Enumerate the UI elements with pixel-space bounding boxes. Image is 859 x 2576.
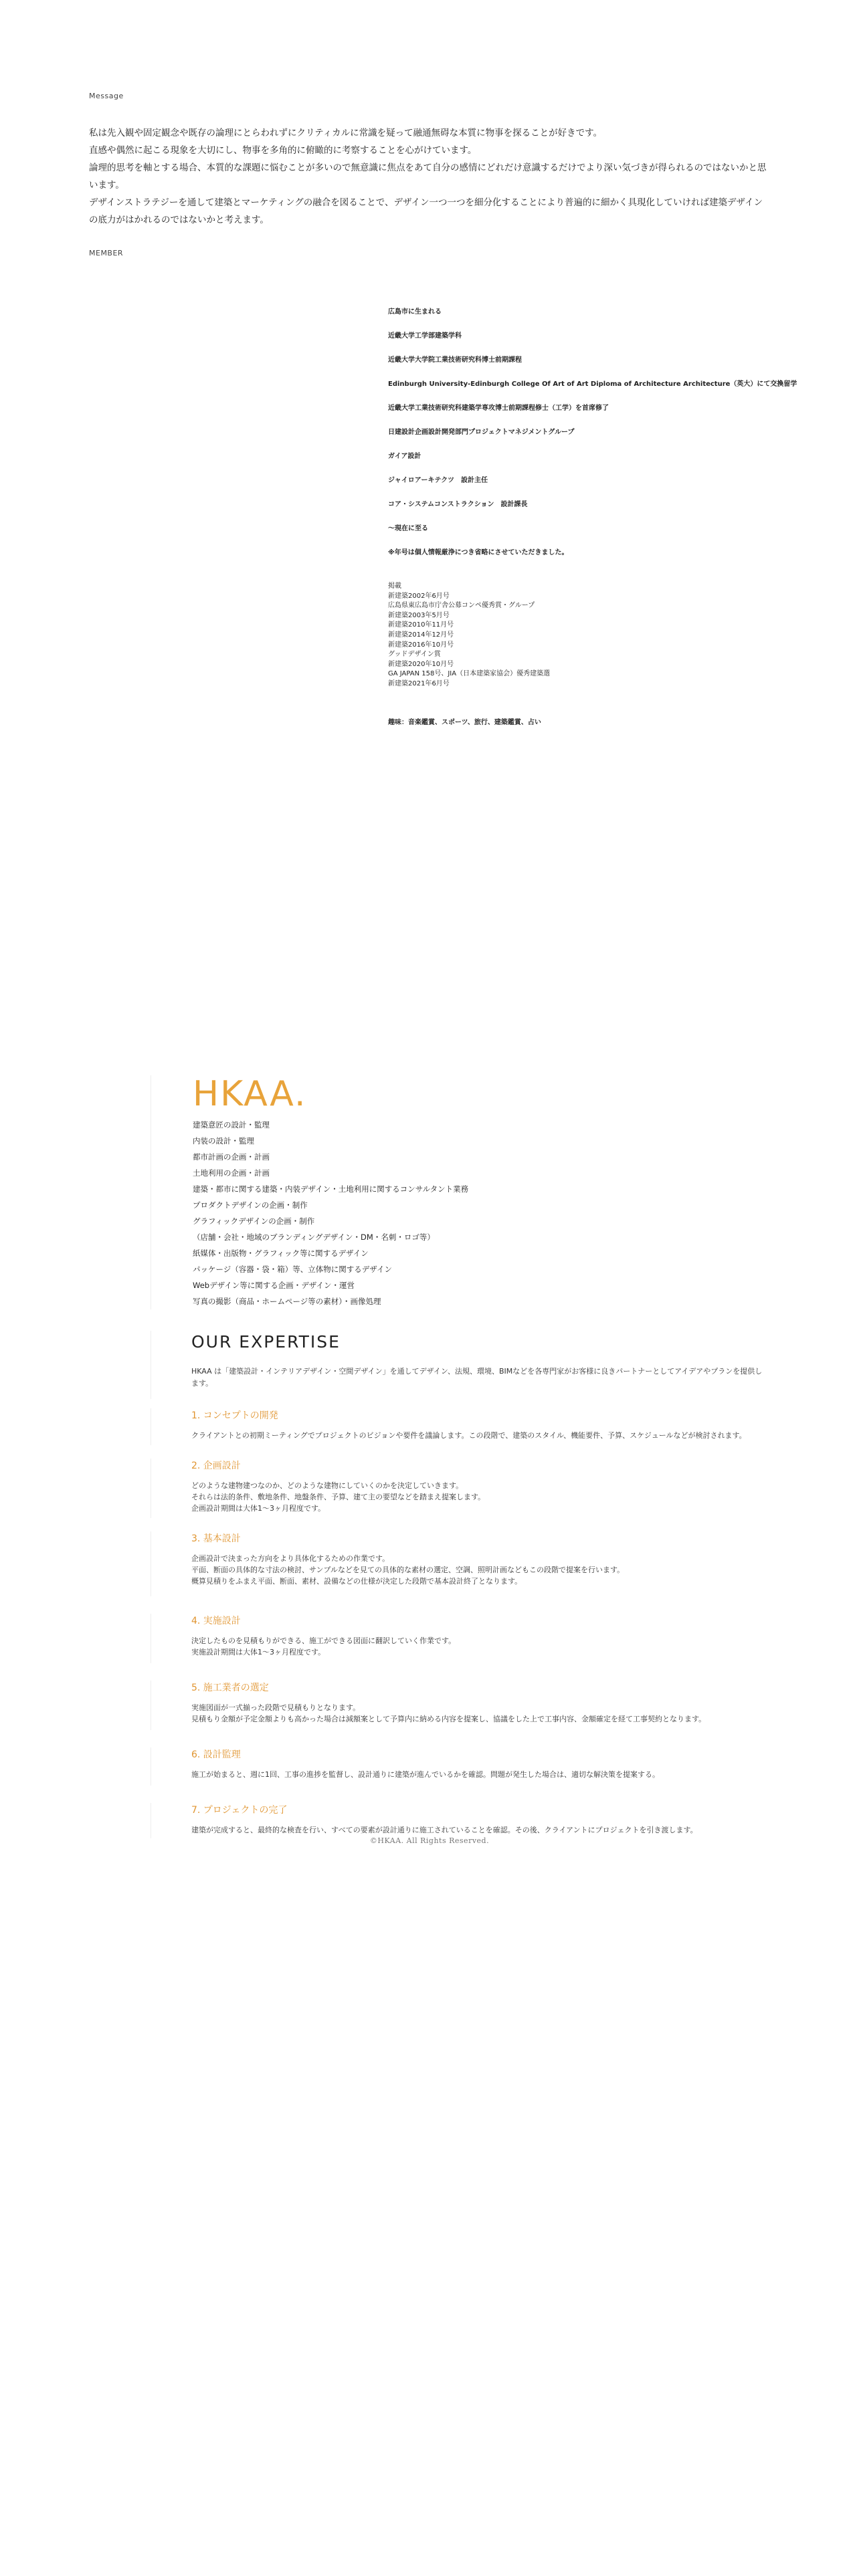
publication-item: 新建築2003年5月号 — [388, 611, 450, 619]
step-heading: 2. 企画設計 — [191, 1461, 241, 1471]
step-line: 概算見積りをふまえ平面、断面、素材、設備などの仕様が決定した段階で基本設計終了となります。 — [191, 1577, 522, 1586]
profile-item: 広島市に生まれる — [388, 308, 442, 316]
service-item: 建築・都市に関する建築・内装デザイン・土地利用に関するコンサルタント業務 — [193, 1184, 469, 1194]
message-paragraph: 私は先入観や固定観念や既存の論理にとらわれずにクリティカルに常識を疑って融通無碍な本質に物事を探ることが好きです。 — [89, 128, 603, 138]
member-label: MEMBER — [89, 249, 124, 257]
step-body — [191, 1769, 767, 1780]
service-item: 紙媒体・出版物・グラフィック等に関するデザイン — [193, 1249, 369, 1258]
step-heading: 7. プロジェクトの完了 — [191, 1805, 288, 1816]
step-line: 決定したものを見積もりができる、施工ができる図面に翻訳していく作業です。 — [191, 1636, 456, 1645]
publication-item: 新建築2016年10月号 — [388, 641, 454, 649]
step-line: 見積もり金額が予定金額よりも高かった場合は減額案として予算内に納める内容を提案し、協議をした上で工事内容、金額確定を経て工事契約となります。 — [191, 1715, 706, 1723]
publication-item: 新建築2010年11月号 — [388, 621, 454, 629]
message-paragraph: 論理的思考を軸とする場合、本質的な課題に悩むことが多いので無意識に焦点をあて自分の感情にどれだけ意識するだけでより深い気づきが得られるのではないかと思います。 — [89, 163, 767, 191]
publication-item: 新建築2021年6月号 — [388, 679, 450, 687]
step-heading: 5. 施工業者の選定 — [191, 1683, 269, 1693]
step-body — [191, 1553, 767, 1587]
expertise-title: OUR EXPERTISE — [191, 1332, 341, 1352]
publication-item: 新建築2002年6月号 — [388, 592, 450, 600]
expertise-step — [151, 1408, 773, 1445]
message-paragraph: デザインストラテジーを通して建築とマーケティングの融合を図ることで、デザイン一つ一つを細分化することにより普遍的に細かく具現化していければ建築デザインの底力がはかれるのではないかと考えます。 — [89, 197, 763, 225]
member-profile — [388, 306, 816, 726]
publication-item: 掲載 — [388, 582, 401, 590]
step-line: 実施設計期間は大体1〜3ヶ月程度です。 — [191, 1648, 326, 1656]
step-heading: 1. コンセプトの開発 — [191, 1410, 278, 1421]
profile-item: ※年号は個人情報厳浄につき省略にさせていただきました。 — [388, 549, 569, 556]
service-item: グラフィックデザインの企画・制作 — [193, 1216, 315, 1226]
step-body — [191, 1635, 767, 1658]
service-item: （店舗・会社・地域のブランディングデザイン・DM・名刺・ロゴ等） — [193, 1232, 435, 1242]
profile-item: 近畿大学工学部建築学科 — [388, 332, 462, 340]
company-section — [151, 1075, 795, 1309]
profile-item: 近畿大学工業技術研究科建築学専攻博士前期課程修士（工学）を首席修了 — [388, 405, 609, 412]
expertise-intro: HKAA は「建築設計・インテリアデザイン・空間デザイン」を通してデザイン、法規、環境、BIMなどを各専門家がお客様に良きパートナーとしてアイデアやプランを提供します。 — [191, 1367, 763, 1388]
message-label: Message — [89, 92, 124, 100]
publications-list — [388, 582, 816, 689]
hobby-text: 趣味：音楽鑑賞、スポーツ、旅行、建築鑑賞、占い — [388, 718, 541, 726]
step-line: 施工が始まると、週に1回、工事の進捗を監督し、設計通りに建築が進んでいるかを確認。問題が発生した場合は、適切な解決策を提案する。 — [191, 1770, 660, 1779]
expertise-step — [151, 1459, 773, 1518]
step-heading: 4. 実施設計 — [191, 1616, 241, 1626]
profile-item: コア・システムコンストラクション 設計課長 — [388, 501, 528, 508]
service-item: 都市計画の企画・計画 — [193, 1152, 270, 1162]
expertise-step — [151, 1803, 773, 1838]
logo-text: HKAA — [193, 1074, 294, 1114]
logo-dot: . — [294, 1074, 307, 1114]
expertise-section — [151, 1331, 773, 1838]
step-line: どのような建物建つなのか、どのような建物にしていくのかを決定していきます。 — [191, 1481, 464, 1490]
service-item: 内装の設計・監理 — [193, 1136, 254, 1146]
expertise-header — [151, 1331, 773, 1399]
step-heading: 6. 設計監理 — [191, 1749, 241, 1760]
message-body — [89, 124, 771, 229]
service-item: 写真の撮影（商品・ホームページ等の素材）・画像処理 — [193, 1297, 381, 1306]
step-line: 企画設計期間は大体1〜3ヶ月程度です。 — [191, 1504, 326, 1513]
service-item: Webデザイン等に関する企画・デザイン・運営 — [193, 1281, 355, 1290]
profile-item: ガイア設計 — [388, 453, 421, 460]
services-list — [193, 1117, 795, 1309]
step-body — [191, 1480, 767, 1514]
step-body — [191, 1824, 767, 1836]
service-item: 建築意匠の設計・監理 — [193, 1120, 270, 1130]
service-item: パッケージ（容器・袋・箱）等、立体物に関するデザイン — [193, 1265, 392, 1274]
profile-item: 近畿大学大学院工業技術研究科博士前期課程 — [388, 356, 522, 364]
step-line: 建築が完成すると、最終的な検査を行い、すべての要素が設計通りに施工されていることを確認。その後、クライアントにプロジェクトを引き渡します。 — [191, 1826, 698, 1834]
step-line: 実施図面が一式揃った段階で見積もりとなります。 — [191, 1703, 361, 1712]
publication-item: 新建築2014年12月号 — [388, 631, 454, 639]
step-line: 企画設計で決まった方向をより具体化するための作業です。 — [191, 1554, 390, 1563]
step-body — [191, 1430, 767, 1441]
expertise-step — [151, 1681, 773, 1730]
step-line: 平面、断面の具体的な寸法の検討、サンプルなどを見ての具体的な素材の選定、空調、照明計画などもこの段階で提案を行います。 — [191, 1566, 625, 1574]
publication-item: 広島県東広島市庁舎公募コンペ優秀賞・グループ — [388, 602, 535, 610]
hkaa-logo — [193, 1075, 795, 1113]
message-paragraph: 直感や偶然に起こる現象を大切にし、物事を多角的に俯瞰的に考察することを心がけています。 — [89, 145, 477, 156]
service-item: 土地利用の企画・計画 — [193, 1168, 270, 1178]
expertise-step — [151, 1614, 773, 1663]
profile-item: 〜現在に至る — [388, 525, 428, 532]
publication-item: GA JAPAN 158号、JIA（日本建築家協会）優秀建築選 — [388, 670, 551, 678]
profile-item: 日建設計企画設計開発部門プロジェクトマネジメントグループ — [388, 429, 575, 436]
step-line: それらは法的条件、敷地条件、地盤条件、予算、建て主の要望などを踏まえ提案します。 — [191, 1493, 486, 1501]
expertise-step — [151, 1531, 773, 1596]
profile-item: ジャイロアーキテクツ 設計主任 — [388, 477, 488, 484]
profile-item: Edinburgh University-Edinburgh College Of Art of Art Diploma of Architecture Architecture（英大）にて交換留学 — [388, 381, 797, 388]
step-heading: 3. 基本設計 — [191, 1533, 241, 1544]
copyright-footer: ©HKAA. All Rights Reserved. — [369, 1836, 490, 1845]
service-item: プロダクトデザインの企画・制作 — [193, 1200, 308, 1210]
step-body — [191, 1702, 767, 1725]
publication-item: 新建築2020年10月号 — [388, 660, 454, 668]
expertise-step — [151, 1747, 773, 1786]
step-line: クライアントとの初期ミーティングでプロジェクトのビジョンや要件を議論します。この段階で、建築のスタイル、機能要件、予算、スケジュールなどが検討されます。 — [191, 1431, 747, 1440]
publication-item: グッドデザイン賞 — [388, 651, 441, 659]
